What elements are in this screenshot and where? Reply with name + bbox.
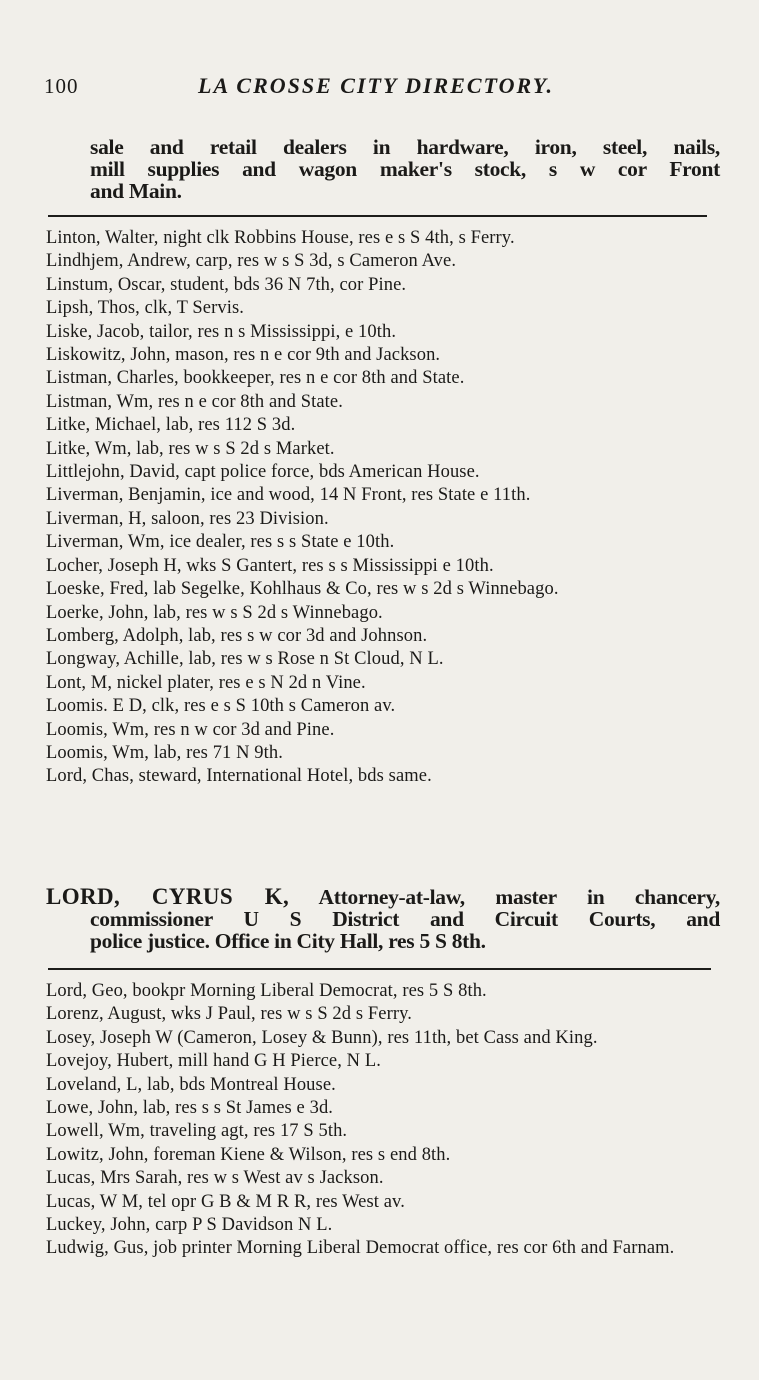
list-item: [46, 1050, 722, 1073]
list-item: [46, 765, 722, 788]
list-item: [46, 695, 722, 718]
entry-text: Lord, Geo, bookpr Morning Liberal Democrat, res 5 S 8th.: [46, 981, 487, 1001]
list-item: [46, 461, 722, 484]
list-item: [46, 1120, 722, 1143]
list-item: [46, 321, 722, 344]
list-item: [46, 719, 722, 742]
entry-text: Lowell, Wm, traveling agt, res 17 S 5th.: [46, 1121, 348, 1142]
list-item: [46, 438, 722, 461]
list-item: [46, 1144, 722, 1167]
list-item: [46, 1074, 722, 1097]
ad-line: police justice. Office in City Hall, res 5 S 8th.: [90, 929, 486, 953]
entry-text: Listman, Charles, bookkeeper, res n e cor 8th and State.: [46, 368, 465, 389]
list-item: [46, 625, 722, 648]
page-number: 100: [44, 74, 79, 98]
list-item: [46, 508, 722, 531]
entry-text: Linstum, Oscar, student, bds 36 N 7th, cor Pine.: [46, 274, 407, 295]
entry-text: Lont, M, nickel plater, res e s N 2d n Vine.: [46, 672, 366, 693]
entry-text: Littlejohn, David, capt police force, bds American House.: [46, 462, 480, 483]
list-item: [46, 367, 722, 390]
entry-text: Lindhjem, Andrew, carp, res w s S 3d, s Cameron Ave.: [46, 251, 457, 272]
entry-text: Lorenz, August, wks J Paul, res w s S 2d s Ferry.: [46, 1004, 412, 1025]
entry-text: Losey, Joseph W (Cameron, Losey & Bunn), res 11th, bet Cass and King.: [46, 1027, 598, 1048]
list-item: [46, 980, 722, 1003]
entry-text: Lowitz, John, foreman Kiene & Wilson, res s end 8th.: [46, 1144, 451, 1165]
divider-rule: [48, 968, 711, 970]
list-item: [46, 648, 722, 671]
ad-text: Attorney-at-law, master in chancery,: [289, 885, 721, 909]
directory-entries-top: [46, 227, 722, 789]
entry-text: Loomis, Wm, lab, res 71 N 9th.: [46, 742, 283, 763]
entry-text: Loveland, L, lab, bds Montreal House.: [46, 1074, 336, 1095]
entry-text: Lowe, John, lab, res s s St James e 3d.: [46, 1098, 334, 1119]
list-item: [46, 250, 722, 273]
list-item: [46, 742, 722, 765]
entry-text: Litke, Wm, lab, res w s S 2d s Market.: [46, 438, 335, 459]
ad-line: commissioner U S District and Circuit Courts, and: [90, 907, 720, 931]
entry-text: Luckey, John, carp P S Davidson N L.: [46, 1215, 333, 1236]
entry-text: Listman, Wm, res n e cor 8th and State.: [46, 391, 343, 412]
entry-text: Linton, Walter, night clk Robbins House, res e s S 4th, s Ferry.: [46, 228, 515, 248]
list-item: [46, 1167, 722, 1190]
list-item: [46, 555, 722, 578]
list-item: [46, 484, 722, 507]
page-title: LA CROSSE CITY DIRECTORY.: [198, 73, 555, 98]
entry-text: Liverman, Wm, ice dealer, res s s State e 10th.: [46, 532, 395, 553]
list-item: [46, 578, 722, 601]
list-item: [46, 414, 722, 437]
entry-text: Lipsh, Thos, clk, T Servis.: [46, 298, 244, 319]
ad-name: LORD, CYRUS K,: [46, 884, 290, 909]
entry-text: Lucas, Mrs Sarah, res w s West av s Jackson.: [46, 1168, 384, 1189]
entry-text: Lord, Chas, steward, International Hotel, bds same.: [46, 766, 432, 787]
entry-text: Liske, Jacob, tailor, res n s Mississippi, e 10th.: [46, 321, 397, 342]
entry-text: Lucas, W M, tel opr G B & M R R, res West av.: [46, 1191, 405, 1212]
entry-text: Liverman, H, saloon, res 23 Division.: [46, 508, 329, 529]
list-item: [46, 274, 722, 297]
list-item: [46, 672, 722, 695]
entry-text: Liskowitz, John, mason, res n e cor 9th and Jackson.: [46, 345, 441, 366]
list-item: [46, 1214, 722, 1237]
list-item: [46, 531, 722, 554]
list-item: [46, 602, 722, 625]
entry-text: Loomis. E D, clk, res e s S 10th s Cameron av.: [46, 696, 396, 717]
entry-text: Loeske, Fred, lab Segelke, Kohlhaus & Co, res w s 2d s Winnebago.: [46, 579, 559, 600]
list-item: [46, 227, 722, 250]
entry-text: Lovejoy, Hubert, mill hand G H Pierce, N L.: [46, 1051, 381, 1072]
entry-text: Lomberg, Adolph, lab, res s w cor 3d and Johnson.: [46, 625, 428, 646]
list-item: [46, 297, 722, 320]
divider-rule: [48, 215, 707, 217]
directory-entries-bottom: [46, 980, 722, 1261]
entry-text: Liverman, Benjamin, ice and wood, 14 N Front, res State e 11th.: [46, 485, 531, 506]
list-item: [46, 391, 722, 414]
entry-text: Loerke, John, lab, res w s S 2d s Winnebago.: [46, 602, 383, 623]
ad-line: mill supplies and wagon maker's stock, s w cor Front: [90, 157, 720, 181]
advertisement-lord: [46, 886, 720, 952]
entry-text: Longway, Achille, lab, res w s Rose n St Cloud, N L.: [46, 649, 444, 670]
ad-line: [46, 886, 720, 908]
ad-line: and Main.: [90, 179, 182, 203]
list-item: [46, 1003, 722, 1026]
list-item: [46, 1191, 722, 1214]
advertisement-hardware: [90, 136, 720, 202]
list-item: [46, 1097, 722, 1120]
running-head: [44, 74, 724, 104]
entry-text: Loomis, Wm, res n w cor 3d and Pine.: [46, 719, 335, 740]
list-item: [46, 1237, 722, 1260]
entry-text: Locher, Joseph H, wks S Gantert, res s s Mississippi e 10th.: [46, 555, 494, 576]
entry-text: Litke, Michael, lab, res 112 S 3d.: [46, 415, 296, 436]
list-item: [46, 344, 722, 367]
ad-line: sale and retail dealers in hardware, iron, steel, nails,: [90, 135, 720, 159]
list-item: [46, 1027, 722, 1050]
entry-text: Ludwig, Gus, job printer Morning Liberal Democrat office, res cor 6th and Farnam.: [46, 1238, 675, 1259]
